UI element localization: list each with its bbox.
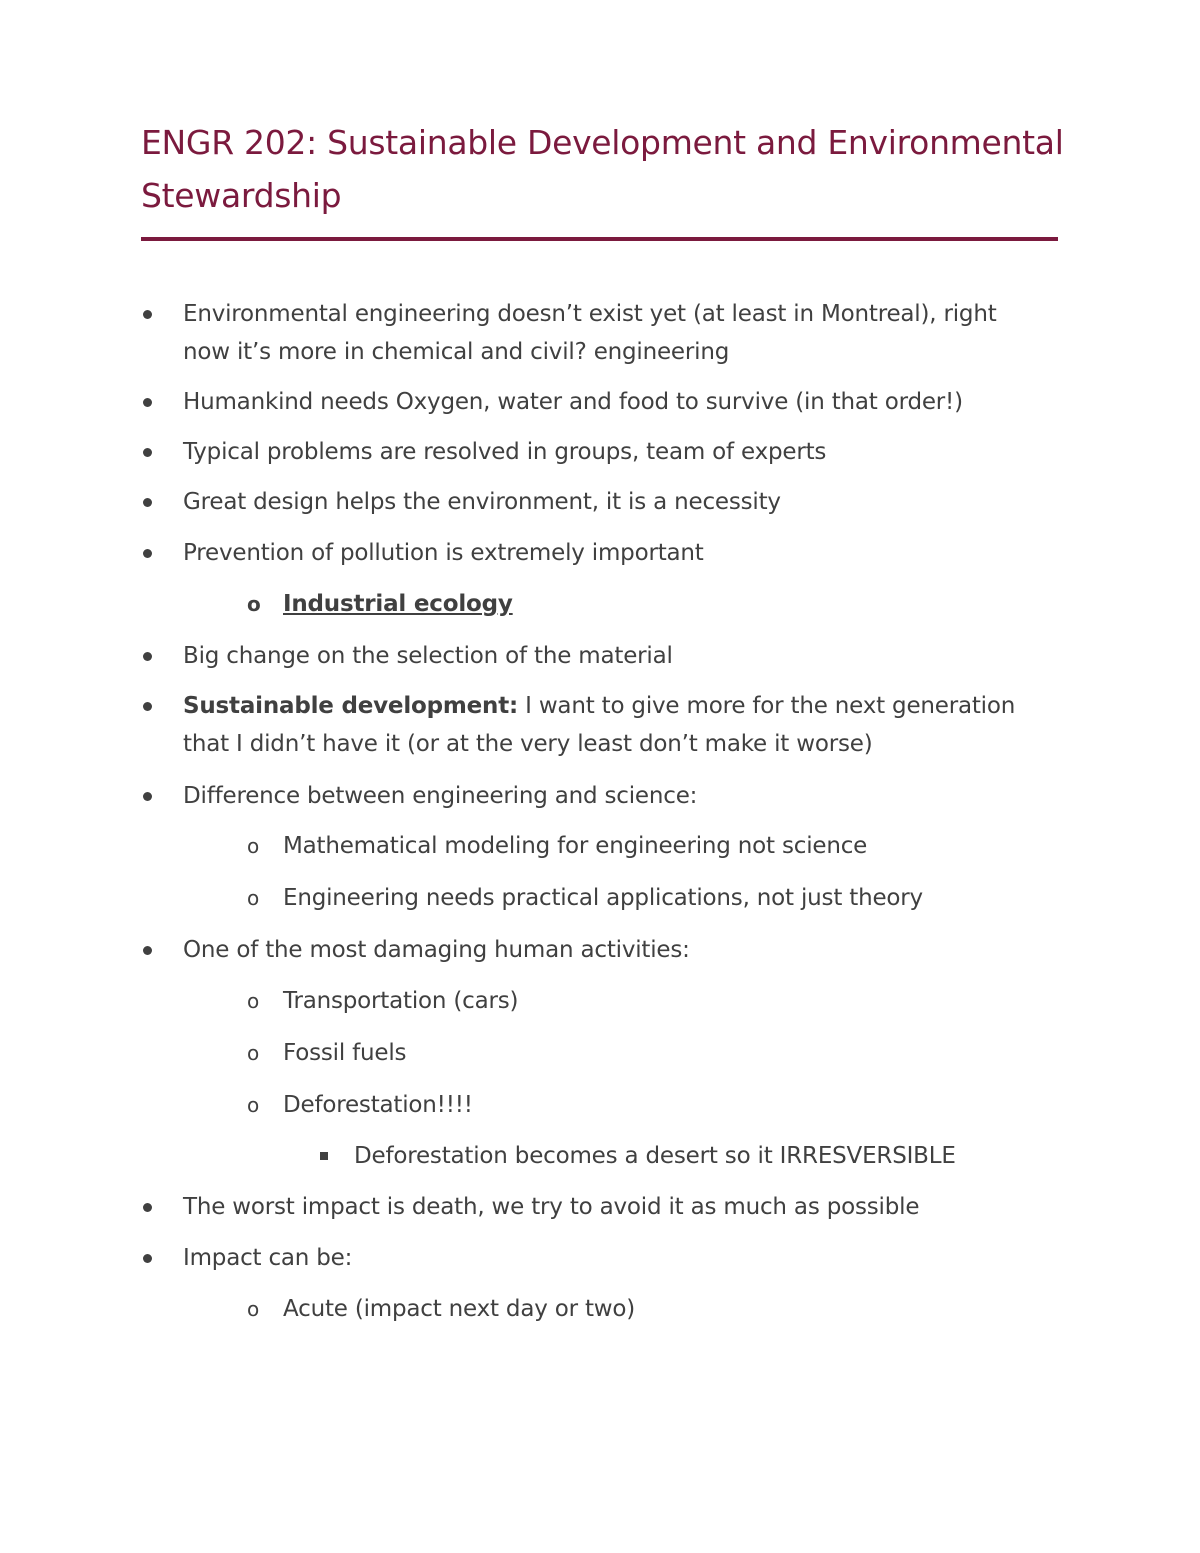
title-divider xyxy=(141,237,1058,241)
list-item-text: Environmental engineering doesn’t exist yet (at least in Montreal), right xyxy=(183,301,997,327)
sub-item-text: Deforestation!!!! xyxy=(283,1092,473,1118)
list-item-text: now it’s more in chemical and civil? engineering xyxy=(183,339,730,365)
sub-item-text: Industrial ecology xyxy=(283,591,513,617)
bullet-dot xyxy=(143,498,152,507)
bullet-dot xyxy=(143,398,152,407)
list-item-text: Typical problems are resolved in groups, team of experts xyxy=(183,439,827,465)
bullet-dot xyxy=(143,310,152,319)
list-item-text: Great design helps the environment, it is a necessity xyxy=(183,489,781,515)
bullet-dot xyxy=(143,946,152,955)
page-title: ENGR 202: Sustainable Development and Environmental Stewardship xyxy=(141,123,1064,215)
list-item-text: Impact can be: xyxy=(183,1245,353,1271)
sub-bullet-marker: o xyxy=(247,1093,260,1117)
bullet-dot xyxy=(143,448,152,457)
sub-bullet-marker: o xyxy=(247,886,260,910)
list-item-text: Big change on the selection of the material xyxy=(183,643,673,669)
square-bullet-icon xyxy=(320,1152,328,1160)
list-item-text: Difference between engineering and science: xyxy=(183,783,698,809)
list-item-text: that I didn’t have it (or at the very least don’t make it worse) xyxy=(183,731,873,757)
list-item-text xyxy=(183,687,1015,725)
sub-item-text: Fossil fuels xyxy=(283,1040,407,1066)
bullet-dot xyxy=(143,1203,152,1212)
sub-item-text: Engineering needs practical applications, not just theory xyxy=(283,885,923,911)
term-definition: I want to give more for the next generation xyxy=(518,693,1016,719)
bullet-dot xyxy=(143,792,152,801)
list-item-text: One of the most damaging human activities: xyxy=(183,937,690,963)
list-item-text: Prevention of pollution is extremely important xyxy=(183,540,704,566)
sub-sub-item-text: Deforestation becomes a desert so it IRRESVERSIBLE xyxy=(354,1143,956,1169)
bullet-dot xyxy=(143,702,152,711)
sub-item-text: Transportation (cars) xyxy=(283,988,519,1014)
sub-bullet-marker: o xyxy=(247,989,260,1013)
bullet-dot xyxy=(143,652,152,661)
sub-bullet-marker: o xyxy=(247,834,260,858)
list-item-text: Humankind needs Oxygen, water and food to survive (in that order!) xyxy=(183,389,963,415)
sub-item-text: Mathematical modeling for engineering not science xyxy=(283,833,868,859)
sub-bullet-marker: o xyxy=(247,1297,260,1321)
sub-item-text: Acute (impact next day or two) xyxy=(283,1296,636,1322)
sub-bullet-marker: o xyxy=(247,1041,260,1065)
term-label: Sustainable development: xyxy=(183,693,519,719)
bullet-dot xyxy=(143,1254,152,1263)
bullet-dot xyxy=(143,549,152,558)
sub-bullet-marker: o xyxy=(247,592,261,616)
list-item-text: The worst impact is death, we try to avoid it as much as possible xyxy=(183,1194,920,1220)
